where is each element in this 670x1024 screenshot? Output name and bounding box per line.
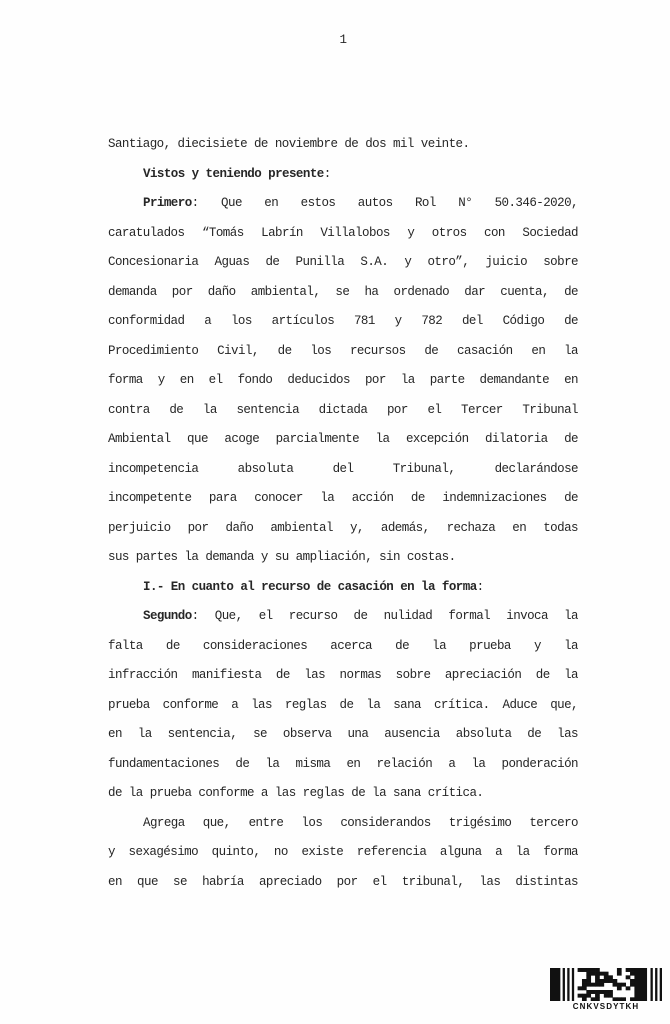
paragraph-indent	[108, 589, 143, 590]
text-line	[108, 425, 578, 455]
text-segment-bold: I.- En cuanto al recurso de casación en la forma	[143, 579, 477, 594]
text-line	[108, 691, 578, 721]
paragraph-indent	[108, 176, 143, 177]
text-segment: incompetente para conocer la acción de indemnizaciones de	[108, 491, 578, 505]
text-line	[108, 337, 578, 367]
text-segment: Concesionaria Aguas de Punilla S.A. y otro”, juicio sobre	[108, 255, 578, 269]
text-line	[108, 750, 578, 780]
text-segment: perjuicio por daño ambiental y, además, rechaza en todas	[108, 520, 578, 535]
text-segment: contra de la sentencia dictada por el Tercer Tribunal	[108, 402, 578, 417]
text-segment: fundamentaciones de la misma en relación a la ponderación	[108, 756, 578, 771]
paragraph-indent	[108, 205, 143, 206]
text-segment: y sexagésimo quinto, no existe referencia alguna a la forma	[108, 845, 578, 859]
text-line	[108, 455, 578, 485]
text-segment: Santiago, diecisiete de noviembre de dos mil veinte.	[108, 137, 470, 151]
text-segment: en la sentencia, se observa una ausencia absoluta de las	[108, 727, 578, 741]
text-segment: Procedimiento Civil, de los recursos de casación en la	[108, 343, 578, 358]
text-line	[108, 130, 578, 160]
text-segment-bold: Segundo	[143, 609, 192, 623]
text-line	[108, 838, 578, 868]
paragraph-indent	[108, 618, 143, 619]
barcode-code-label: CNKVSDYTKH	[572, 1002, 640, 1011]
text-line	[108, 366, 578, 396]
text-line	[108, 278, 578, 308]
text-line	[108, 809, 578, 839]
text-segment: demanda por daño ambiental, se ha ordenado dar cuenta, de	[108, 284, 578, 299]
text-segment: conformidad a los artículos 781 y 782 del Código de	[108, 314, 578, 328]
document-text	[108, 130, 578, 897]
text-segment: caratulados “Tomás Labrín Villalobos y otros con Sociedad	[108, 225, 578, 240]
text-segment: :	[323, 166, 331, 181]
text-line	[108, 602, 578, 632]
text-segment: sus partes la demanda y su ampliación, sin costas.	[108, 550, 456, 564]
text-line	[108, 514, 578, 544]
text-line	[108, 543, 578, 573]
text-segment: en que se habría apreciado por el tribunal, las distintas	[108, 874, 578, 889]
text-line	[108, 661, 578, 691]
document-barcode	[550, 968, 662, 1011]
text-segment: : Que en estos autos Rol N° 50.346-2020,	[191, 196, 578, 210]
text-segment: prueba conforme a las reglas de la sana crítica. Aduce que,	[108, 697, 578, 712]
text-segment: de la prueba conforme a las reglas de la sana crítica.	[108, 786, 484, 800]
text-line	[108, 720, 578, 750]
text-line	[108, 484, 578, 514]
text-line	[108, 779, 578, 809]
text-line	[108, 248, 578, 278]
page-number: 1	[339, 33, 347, 47]
text-line	[108, 307, 578, 337]
text-line	[108, 632, 578, 662]
paragraph-indent	[108, 825, 143, 826]
text-line	[108, 189, 578, 219]
text-segment-bold: Vistos y teniendo presente	[143, 166, 324, 181]
text-segment-bold: Primero	[143, 196, 192, 210]
text-line	[108, 868, 578, 898]
text-segment: falta de consideraciones acerca de la prueba y la	[108, 638, 578, 653]
text-segment: Ambiental que acoge parcialmente la excepción dilatoria de	[108, 432, 578, 446]
text-segment: incompetencia absoluta del Tribunal, declarándose	[108, 461, 578, 476]
text-line	[108, 396, 578, 426]
text-segment: : Que, el recurso de nulidad formal invoca la	[191, 609, 578, 623]
text-line	[108, 219, 578, 249]
text-segment: Agrega que, entre los considerandos trigésimo tercero	[143, 815, 578, 830]
text-segment: forma y en el fondo deducidos por la parte demandante en	[108, 373, 578, 387]
text-line	[108, 573, 578, 603]
text-line	[108, 160, 578, 190]
text-segment: infracción manifiesta de las normas sobre apreciación de la	[108, 668, 578, 682]
barcode-image	[550, 968, 662, 1001]
text-segment: :	[476, 579, 484, 594]
